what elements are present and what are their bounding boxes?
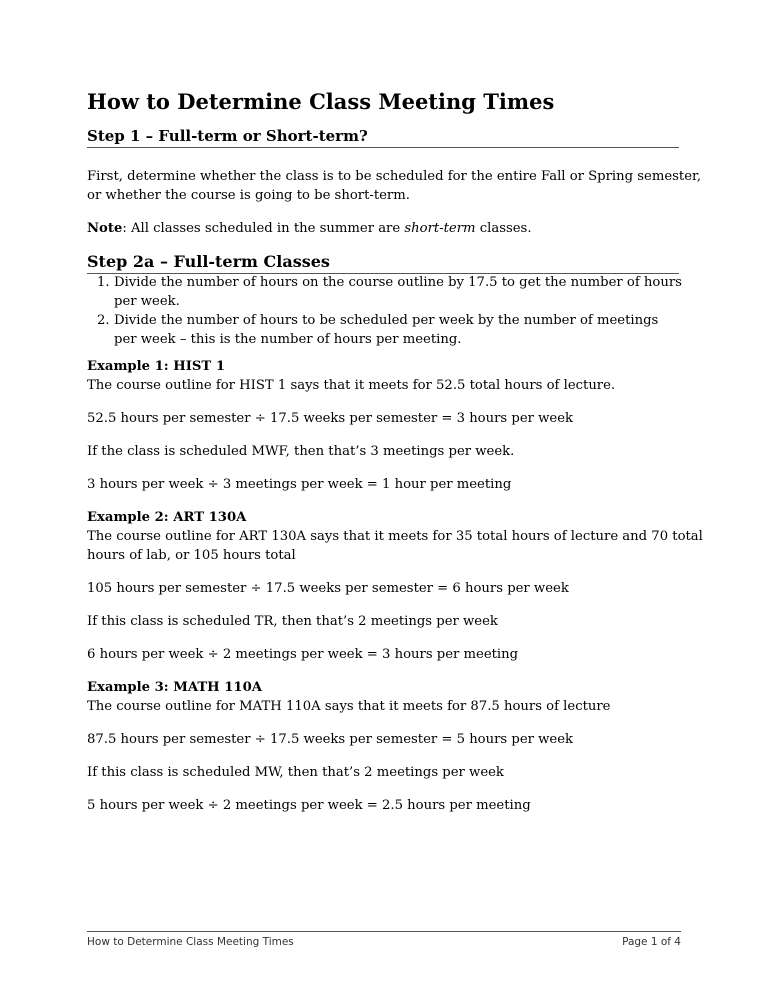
example1-calculation-meeting: 3 hours per week ÷ 3 meetings per week = 1 hour per meeting <box>87 477 512 492</box>
example3-schedule: If this class is scheduled MW, then that’s 2 meetings per week <box>87 765 504 780</box>
footer-document-title: How to Determine Class Meeting Times <box>87 936 294 948</box>
list-item <box>87 311 682 349</box>
example2-calculation-weekly: 105 hours per semester ÷ 17.5 weeks per semester = 6 hours per week <box>87 581 569 596</box>
example2-schedule: If this class is scheduled TR, then that’s 2 meetings per week <box>87 614 498 629</box>
example3-calculation-meeting: 5 hours per week ÷ 2 meetings per week = 2.5 hours per meeting <box>87 798 531 813</box>
step1-paragraph-line1: First, determine whether the class is to be scheduled for the entire Fall or Spring semester, <box>87 169 702 184</box>
example2-title: Example 2: ART 130A <box>87 510 247 525</box>
list-item-line: per week. <box>114 294 180 309</box>
step1-note <box>87 219 532 238</box>
step2a-heading: Step 2a – Full-term Classes <box>87 252 679 274</box>
list-item-line: Divide the number of hours to be scheduled per week by the number of meetings <box>114 313 659 328</box>
page-title: How to Determine Class Meeting Times <box>87 89 555 114</box>
step1-paragraph-line2: or whether the course is going to be short-term. <box>87 188 410 203</box>
note-text-before: : All classes scheduled in the summer are <box>122 221 405 236</box>
example3-calculation-weekly: 87.5 hours per semester ÷ 17.5 weeks per semester = 5 hours per week <box>87 732 574 747</box>
list-item-number: 1. <box>97 275 110 290</box>
example1-schedule: If the class is scheduled MWF, then that’s 3 meetings per week. <box>87 444 515 459</box>
example3-title: Example 3: MATH 110A <box>87 680 262 695</box>
note-text-after: classes. <box>475 221 532 236</box>
document-page <box>87 0 703 994</box>
example1-calculation-weekly: 52.5 hours per semester ÷ 17.5 weeks per semester = 3 hours per week <box>87 411 574 426</box>
step2a-list <box>87 273 682 349</box>
footer-page-number: Page 1 of 4 <box>622 936 681 948</box>
example2-description-line2: hours of lab, or 105 hours total <box>87 548 296 563</box>
page-footer <box>87 931 681 948</box>
list-item-line: per week – this is the number of hours per meeting. <box>114 332 462 347</box>
example1-description: The course outline for HIST 1 says that it meets for 52.5 total hours of lecture. <box>87 378 616 393</box>
example2-calculation-meeting: 6 hours per week ÷ 2 meetings per week = 3 hours per meeting <box>87 647 519 662</box>
note-label: Note <box>87 221 123 236</box>
list-item-number: 2. <box>97 313 110 328</box>
list-item <box>87 273 682 311</box>
example1-title: Example 1: HIST 1 <box>87 359 225 374</box>
note-emphasis: short-term <box>404 221 476 236</box>
list-item-line: Divide the number of hours on the course outline by 17.5 to get the number of hours <box>114 275 682 290</box>
example3-description: The course outline for MATH 110A says that it meets for 87.5 hours of lecture <box>87 699 611 714</box>
example2-description-line1: The course outline for ART 130A says that it meets for 35 total hours of lecture and 70 total <box>87 529 703 544</box>
step1-heading: Step 1 – Full-term or Short-term? <box>87 127 679 148</box>
